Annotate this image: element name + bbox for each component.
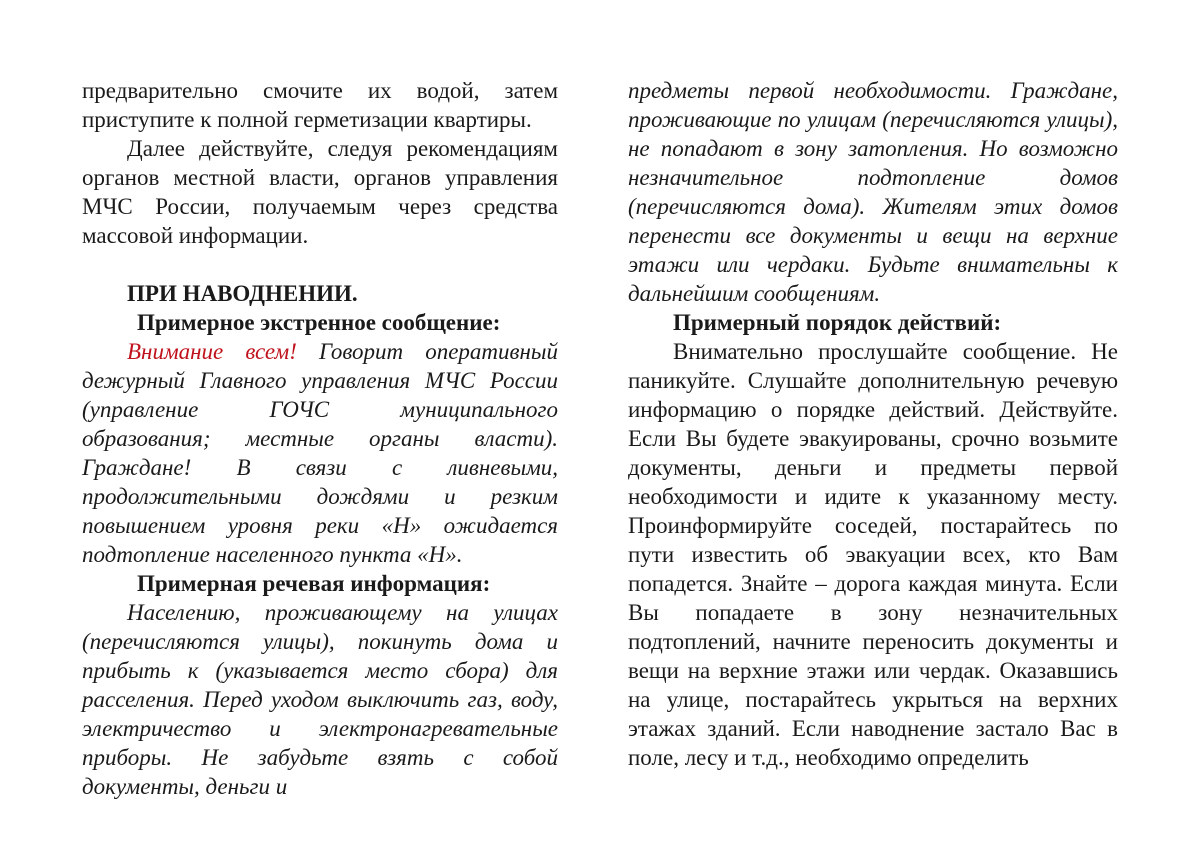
paragraph-speech-information: Населению, проживающему на улицах (перечисляются улицы), покинуть дома и прибыть к (указывается место сбора) для расселения. Перед уходом выключить газ, воду, электричество и электронагревательные приборы. Не забудьте взять с собой документы, деньги и xyxy=(82,600,558,799)
paragraph-action-procedure: Внимательно прослушайте сообщение. Не паникуйте. Слушайте дополнительную речевую информацию о порядке действий. Действуйте. Если Вы будете эвакуированы, срочно возьмите документы, деньги и предметы первой необходимости и идите к указанному месту. Проинформируйте соседей, постарайтесь по пути известить об эвакуации всех, кто Вам попадется. Знайте – дорога каждая минута. Если Вы попадаете в зону незначительных подтоплений, начните переносить документы и вещи на верхние этажи или чердак. Оказавшись на улице, постарайтесь укрыться на верхних этажах зданий. Если наводнение застало Вас в поле, лесу и т.д., необходимо определить xyxy=(628,339,1118,770)
paragraph-seal-continuation: предварительно смочите их водой, затем приступите к полной герметизации квартиры. xyxy=(82,78,558,132)
subheading-emergency-message: Примерное экстренное сообщение: xyxy=(137,310,501,335)
paragraph-speech-continuation: предметы первой необходимости. Граждане, проживающие по улицам (перечисляются улицы), не попадают в зону затопления. Но возможно незначительное подтопление домов (перечисляются дома). Жителям этих домов перенести все документы и вещи на верхние этажи или чердаки. Будьте внимательны к дальнейшим сообщениям. xyxy=(628,78,1118,306)
left-column xyxy=(82,76,558,841)
right-column xyxy=(628,76,1118,841)
subheading-speech-information: Примерная речевая информация: xyxy=(137,571,491,596)
subheading-action-procedure: Примерный порядок действий: xyxy=(673,310,1002,335)
section-heading-flood: ПРИ НАВОДНЕНИИ. xyxy=(127,281,358,306)
paragraph-emergency-alert xyxy=(82,337,558,569)
alert-body-text: Говорит оперативный дежурный Главного управления МЧС России (управление ГОЧС муниципального образования; местные органы власти). Граждане! В связи с ливневыми, продолжительными дождями и резким повышением уровня реки «Н» ожидается подтопление населенного пункта «Н». xyxy=(82,339,558,567)
paragraph-follow-recommendations: Далее действуйте, следуя рекомендациям органов местной власти, органов управления МЧС России, получаемым через средства массовой информации. xyxy=(82,136,558,248)
alert-attention-text: Внимание всем! xyxy=(127,339,297,364)
